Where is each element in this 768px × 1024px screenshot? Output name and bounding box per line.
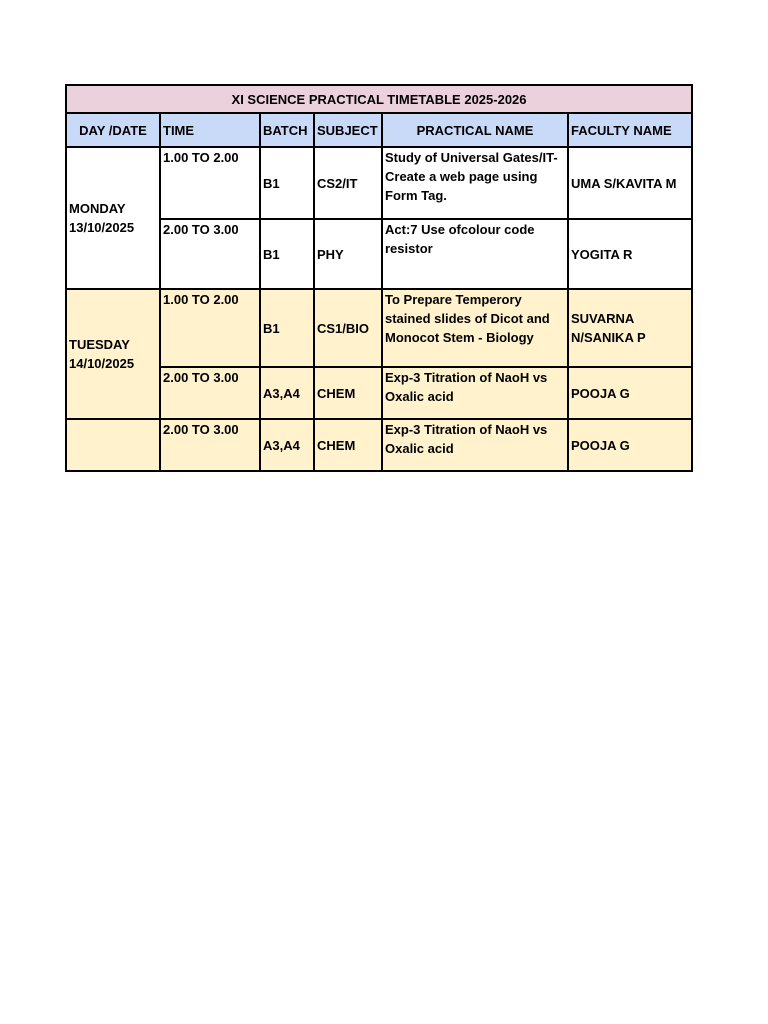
table-row [66, 419, 692, 471]
header-batch: BATCH [260, 113, 314, 147]
header-practical-name: PRACTICAL NAME [382, 113, 568, 147]
header-row [66, 113, 692, 147]
practical-cell: To Prepare Temperory stained slides of Dicot and Monocot Stem - Biology [382, 289, 568, 367]
subject-cell: CHEM [314, 419, 382, 471]
faculty-cell: POOJA G [568, 367, 692, 419]
time-cell: 1.00 TO 2.00 [160, 289, 260, 367]
header-subject: SUBJECT [314, 113, 382, 147]
timetable-title: XI SCIENCE PRACTICAL TIMETABLE 2025-2026 [66, 85, 692, 113]
practical-cell: Exp-3 Titration of NaoH vs Oxalic acid [382, 419, 568, 471]
time-cell: 2.00 TO 3.00 [160, 219, 260, 289]
timetable-table [65, 84, 693, 472]
day-label: TUESDAY [69, 337, 130, 352]
time-cell: 2.00 TO 3.00 [160, 367, 260, 419]
faculty-cell: POOJA G [568, 419, 692, 471]
practical-cell: Study of Universal Gates/IT-Create a web page using Form Tag. [382, 147, 568, 219]
faculty-cell: UMA S/KAVITA M [568, 147, 692, 219]
date-label: 14/10/2025 [69, 356, 135, 371]
table-row [66, 289, 692, 367]
day-label: MONDAY [69, 201, 126, 216]
time-cell: 2.00 TO 3.00 [160, 419, 260, 471]
header-time: TIME [160, 113, 260, 147]
batch-cell: B1 [260, 289, 314, 367]
time-cell: 1.00 TO 2.00 [160, 147, 260, 219]
practical-cell: Exp-3 Titration of NaoH vs Oxalic acid [382, 367, 568, 419]
batch-cell: B1 [260, 219, 314, 289]
batch-cell: A3,A4 [260, 419, 314, 471]
table-row [66, 367, 692, 419]
subject-cell: PHY [314, 219, 382, 289]
header-day-date: DAY /DATE [66, 113, 160, 147]
table-row [66, 219, 692, 289]
day-date-cell-tuesday [66, 289, 160, 419]
subject-cell: CS2/IT [314, 147, 382, 219]
day-date-cell-monday [66, 147, 160, 289]
subject-cell: CHEM [314, 367, 382, 419]
header-faculty-name: FACULTY NAME [568, 113, 692, 147]
batch-cell: A3,A4 [260, 367, 314, 419]
subject-cell: CS1/BIO [314, 289, 382, 367]
day-date-cell-empty [66, 419, 160, 471]
timetable-sheet [65, 84, 691, 476]
faculty-cell: YOGITA R [568, 219, 692, 289]
table-row [66, 147, 692, 219]
practical-cell: Act:7 Use ofcolour code resistor [382, 219, 568, 289]
batch-cell: B1 [260, 147, 314, 219]
date-label: 13/10/2025 [69, 220, 135, 235]
faculty-cell: SUVARNA N/SANIKA P [568, 289, 692, 367]
